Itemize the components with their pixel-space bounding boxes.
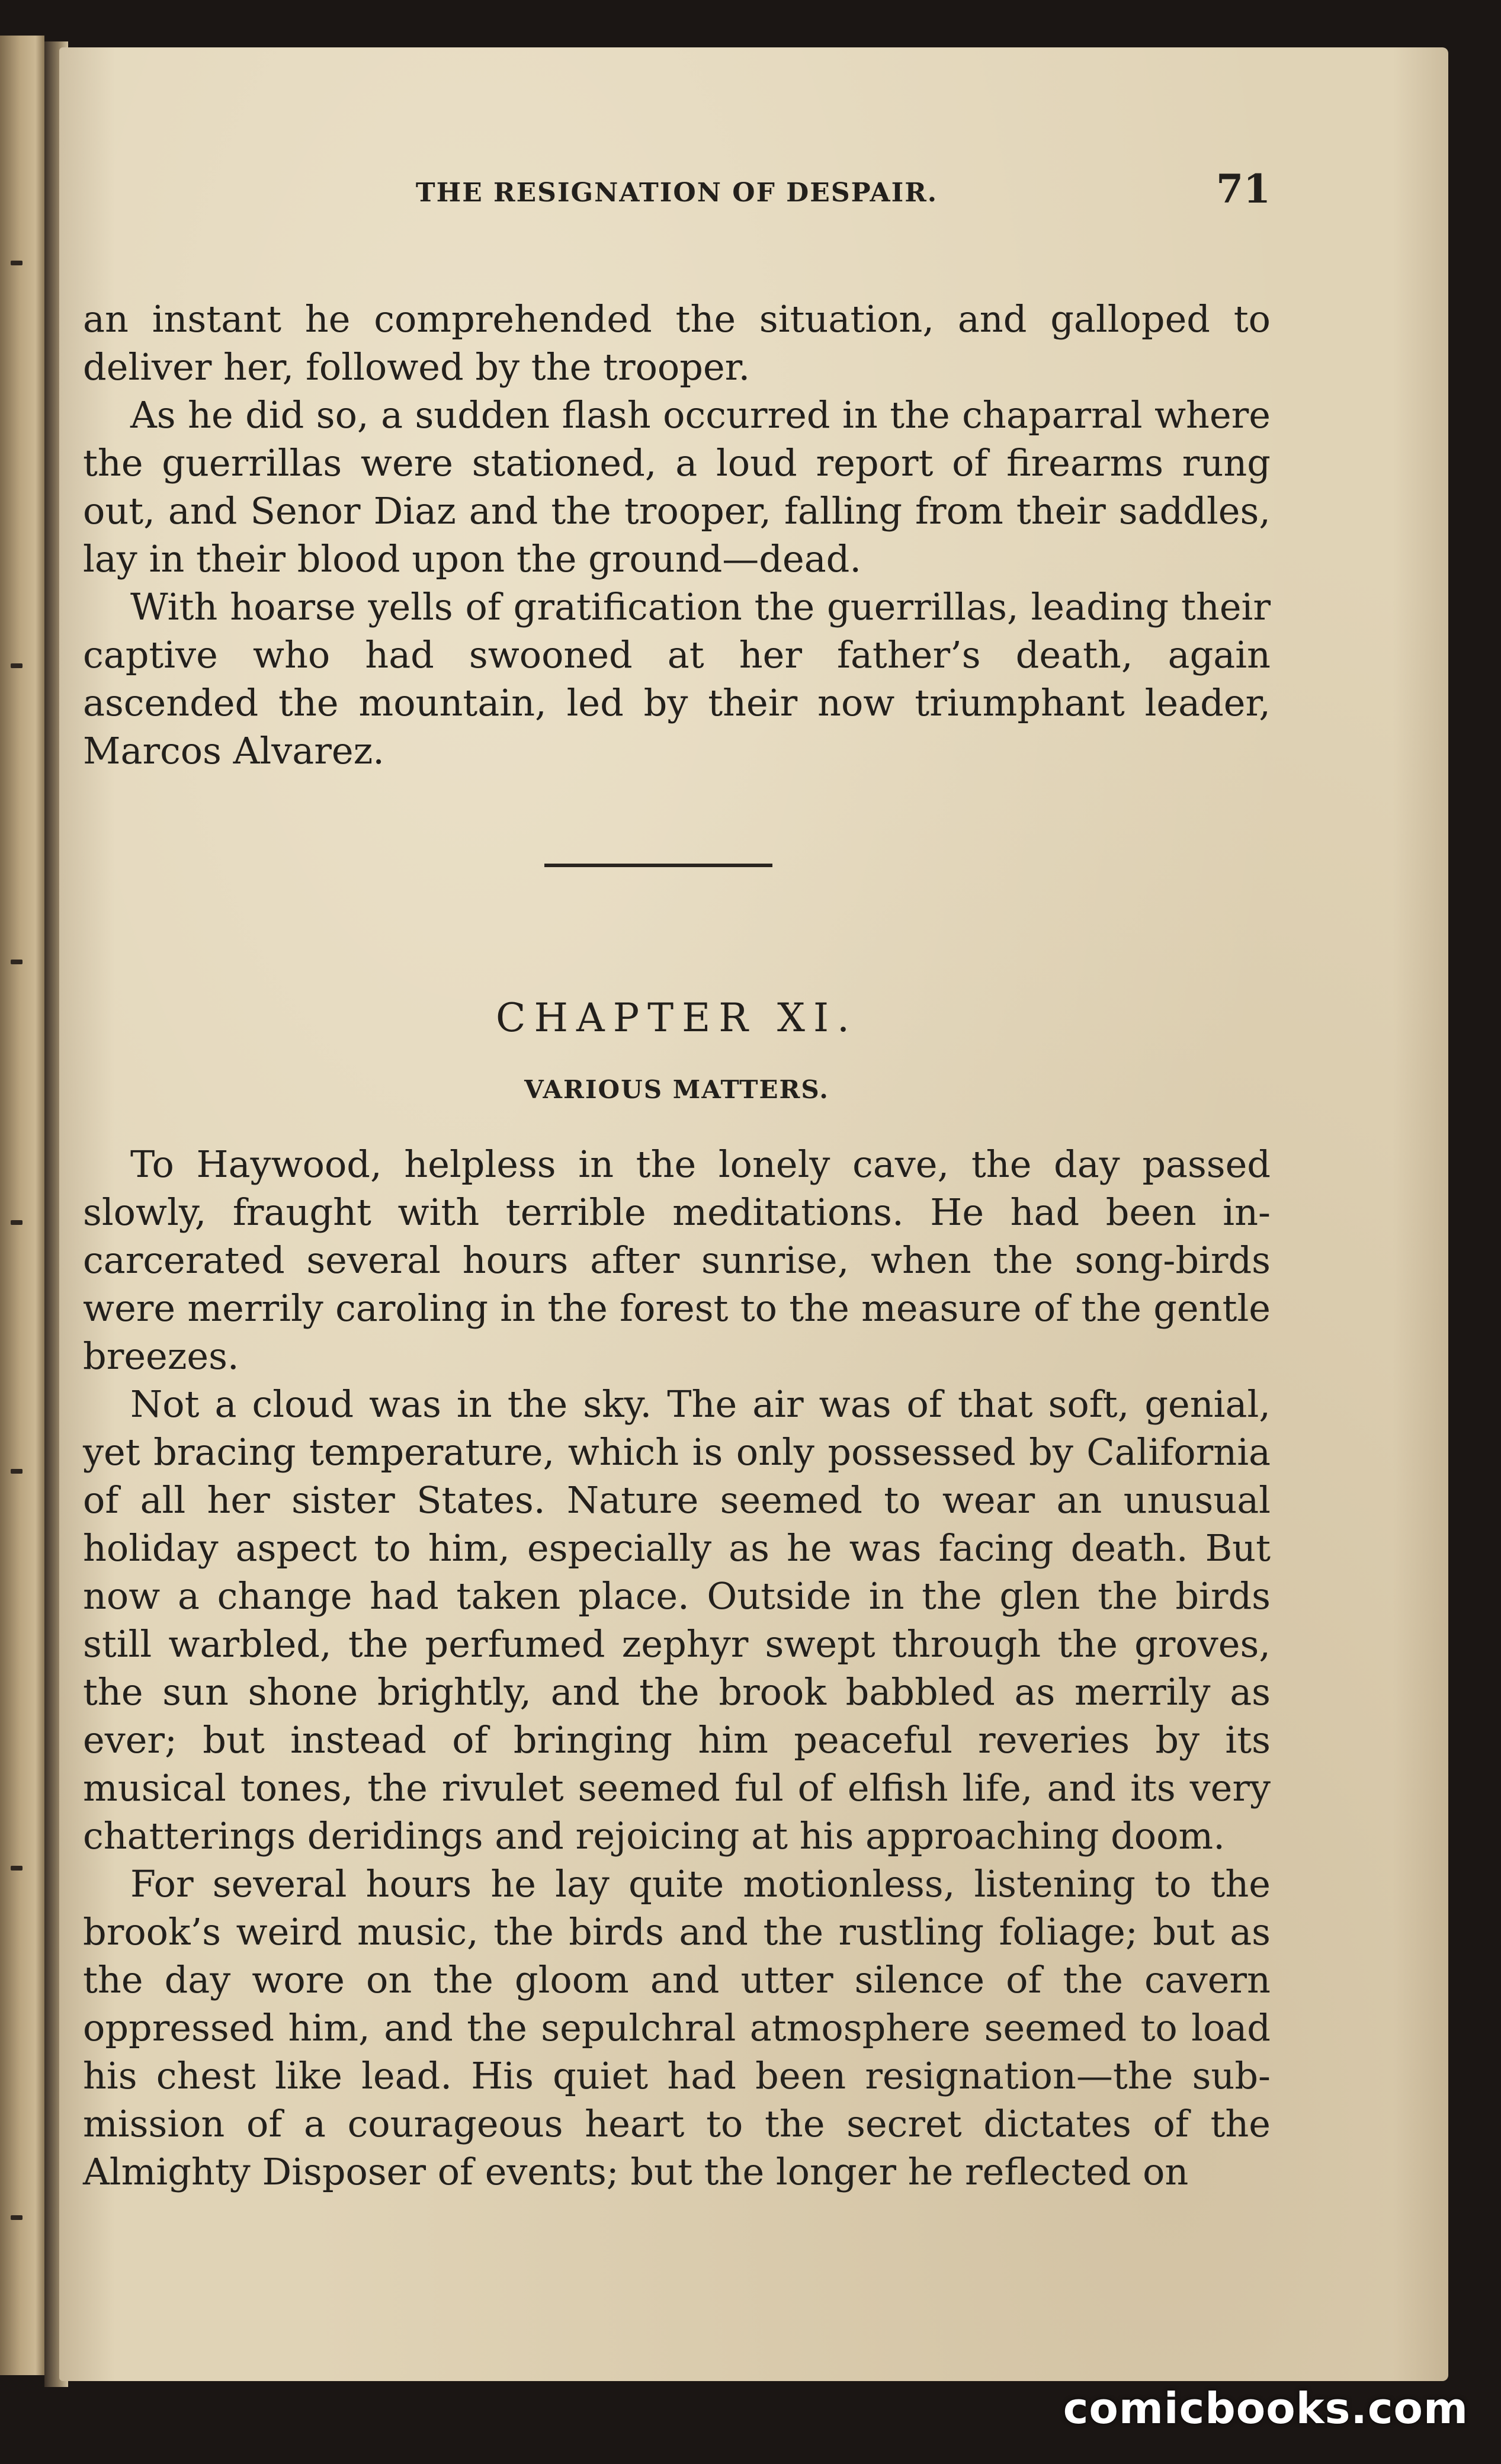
section-divider-rule: [544, 864, 772, 867]
paragraph: an instant he comprehended the situation, and galloped to deliver her, followed by the trooper.: [83, 297, 1271, 389]
facing-page-text-fragment: [11, 1469, 23, 1474]
running-title: THE RESIGNATION OF DESPAIR.: [415, 178, 938, 208]
book-page: [59, 47, 1448, 2381]
page-number: 71: [1216, 166, 1271, 212]
watermark: comicbooks.com: [1063, 2383, 1468, 2433]
paragraph: To Haywood, helpless in the lonely cave, the day passed slowly, fraught with terrible meditations. He had been incarcerated several hours after sunrise, when the song-birds were merrily caroling in the forest to the measure of the gentle breezes.: [83, 1143, 1271, 1378]
chapter-subtitle: VARIOUS MATTERS.: [524, 1075, 829, 1104]
facing-page-text-fragment: [11, 1220, 23, 1225]
running-head: [83, 166, 1271, 219]
chapter-heading: CHAPTER XI.: [495, 995, 858, 1041]
paragraph: Not a cloud was in the sky. The air was of that soft, genial, yet bracing temperature, which is only possessed by California of all her sister States. Nature seemed to wear an unusual holiday aspect to him, especially as he was facing death. But now a change had taken place. Outside in the glen the birds still warbled, the perfumed zephyr swept through the groves, the sun shone brightly, and the brook babbled as merrily as ever; but instead of bringing him peaceful reveries by its musical tones, the rivulet seemed ful of elfish life, and its very chatterings deridings and rejoicing at his approaching doom.: [83, 1382, 1271, 1857]
chapter-body-text: [83, 1140, 1271, 2196]
facing-page-text-fragment: [11, 1866, 23, 1871]
paragraph: For several hours he lay quite motionless, listening to the brook’s weird music, the birds and the rustling foliage; but as the day wore on the gloom and utter silence of the cavern oppressed him, and the sepulchral atmosphere seemed to load his chest like lead. His quiet had been resignation—the submission of a courageous heart to the secret dictates of the Almighty Disposer of events; but the longer he reflected on: [83, 1862, 1271, 2193]
facing-page-edge: [0, 36, 44, 2375]
facing-page-text-fragment: [11, 663, 23, 668]
paragraph: With hoarse yells of gratification the guerrillas, leading their captive who had swooned at her father’s death, again ascended the mountain, led by their now triumphant leader, Marcos Alvarez.: [83, 585, 1271, 772]
facing-page-text-fragment: [11, 2215, 23, 2220]
paragraph: As he did so, a sudden flash occurred in the chaparral where the guerrillas were stationed, a loud report of firearms rung out, and Senor Diaz and the trooper, falling from their saddles, lay in their blood upon the ground—dead.: [83, 393, 1271, 580]
facing-page-text-fragment: [11, 960, 23, 964]
facing-page-text-fragment: [11, 261, 23, 265]
previous-section-text: [83, 295, 1271, 775]
